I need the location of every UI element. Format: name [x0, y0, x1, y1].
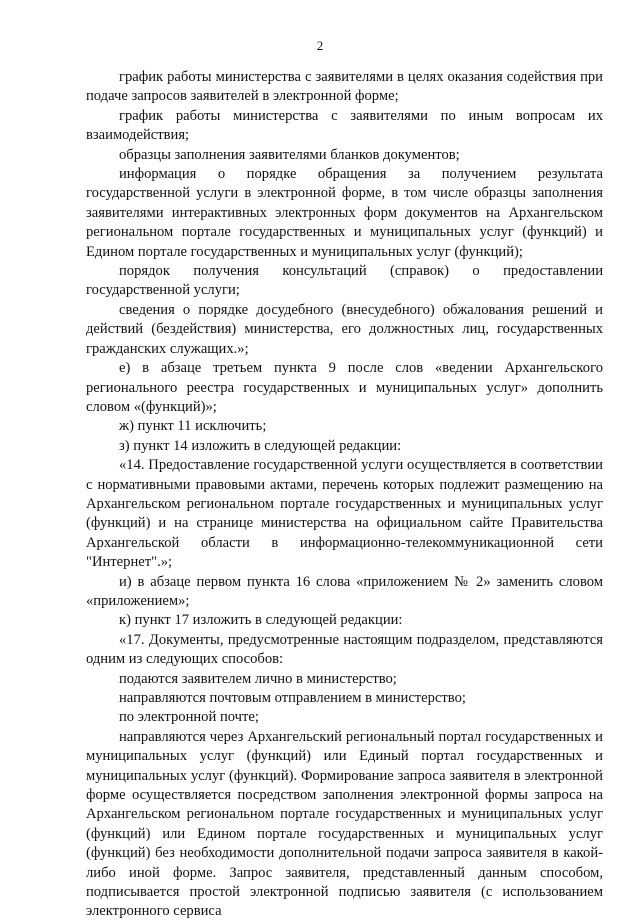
paragraph: з) пункт 14 изложить в следующей редакции:: [119, 437, 402, 454]
paragraph: к) пункт 17 изложить в следующей редакции:: [119, 612, 403, 629]
paragraph: ж) пункт 11 исключить;: [119, 418, 267, 435]
paragraph: сведения о порядке досудебного (внесудебного) обжалования решений и действий (бездействия) министерства, его должностных лиц, государственных гражданских служащих.»;: [86, 301, 603, 357]
paragraph: е) в абзаце третьем пункта 9 после слов «ведении Архангельского регионального реестра государственных и муниципальных услуг» дополнить словом «(функций)»;: [86, 360, 603, 415]
paragraph: направляются почтовым отправлением в министерство;: [119, 690, 466, 706]
paragraph: и) в абзаце первом пункта 16 слова «приложением № 2» заменить словом «приложением»;: [86, 573, 603, 609]
paragraph: по электронной почте;: [119, 709, 259, 726]
paragraph: «14. Предоставление государственной услуги осуществляется в соответствии с нормативными правовыми актами, перечень которых подлежит размещению на Архангельском региональном портале государственных и муниципальных услуг (функций) и на странице министерства на официальном сайте Правительства Архангельской области в информационно-телекоммуникационной сети "Интернет".»;: [86, 457, 603, 571]
paragraph: подаются заявителем лично в министерство;: [119, 670, 397, 687]
paragraph: «17. Документы, предусмотренные настоящим подразделом, представляются одним из следующих способов:: [86, 631, 603, 668]
body-text: [86, 68, 603, 922]
paragraph: направляются через Архангельский региональный портал государственных и муниципальных услуг (функций) или Единый портал государственных и муниципальных услуг (функций). Формирование запроса заявителя в электронной форме осуществляется посредством заполнения электронной формы запроса на Архангельском региональном портале государственных и муниципальных услуг (функций) или Едином портале государственных и муниципальных услуг (функций) без необходимости дополнительной подачи запроса заявителя в какой-либо иной форме. Запрос заявителя, представленный данным способом, подписывается простой электронной подписью заявителя (с использованием электронного сервиса: [86, 728, 603, 920]
paragraph: график работы министерства с заявителями по иным вопросам их взаимодействия;: [86, 107, 603, 144]
page-number: 2: [316, 38, 324, 53]
paragraph: информация о порядке обращения за получением результата государственной услуги в электронной форме, в том числе образцы заполнения заявителями интерактивных электронных форм документов на Архангельском региональном портале государственных и муниципальных услуг (функций) и Едином портале государственных и муниципальных услуг (функций);: [86, 166, 603, 260]
paragraph: образцы заполнения заявителями бланков документов;: [119, 146, 460, 163]
paragraph: порядок получения консультаций (справок) о предоставлении государственной услуги;: [86, 263, 603, 299]
paragraph: график работы министерства с заявителями в целях оказания содействия при подаче запросов заявителей в электронной форме;: [86, 69, 603, 105]
